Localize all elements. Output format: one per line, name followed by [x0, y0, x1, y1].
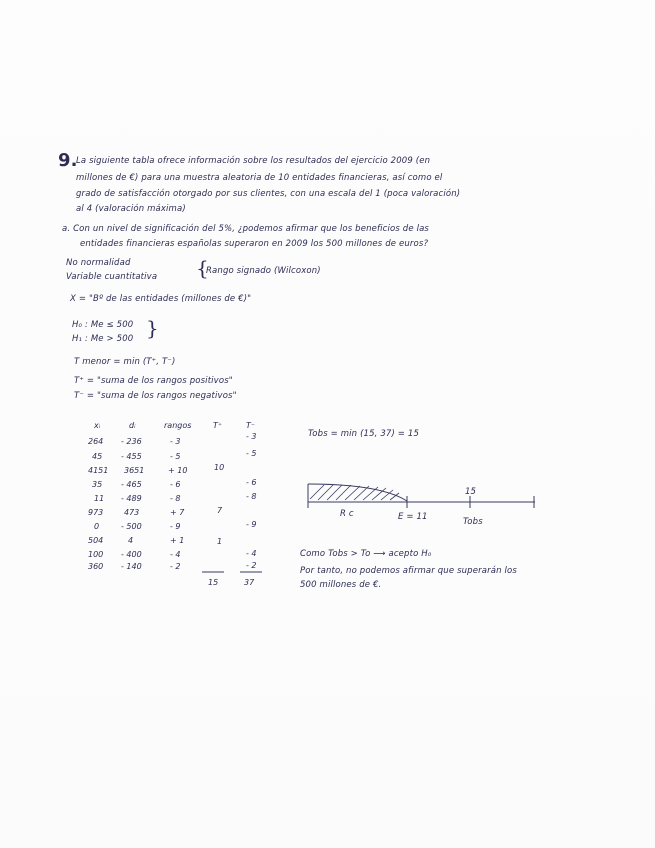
tobs-mark-label: Tobs	[463, 517, 483, 527]
cell-rank: - 6	[170, 480, 181, 489]
table-header-t-minus: T⁻	[246, 421, 256, 430]
h1-hypothesis: H₁ : Me > 500	[72, 334, 134, 344]
cell-d: 4	[128, 536, 134, 545]
t-menor-definition: T menor = min (T⁺, T⁻)	[74, 357, 176, 367]
cell-rank: - 9	[170, 522, 181, 531]
rejection-hatching	[310, 485, 399, 500]
cell-rank: + 7	[170, 508, 185, 517]
tobs-mark-value: 15	[465, 487, 477, 497]
hypothesis-brace: }	[146, 316, 159, 340]
statement-line-4: al 4 (valoración máxima)	[76, 204, 186, 214]
cell-rank: + 1	[170, 536, 185, 545]
cell-x: 100	[88, 550, 104, 559]
critical-value-label: E = 11	[398, 512, 428, 522]
cell-x: 0	[94, 522, 100, 531]
table-header-x: xᵢ	[94, 421, 101, 430]
cell-t-minus: - 6	[246, 478, 257, 487]
question-line-2: entidades financieras españolas superaron en 2009 los 500 millones de euros?	[80, 239, 429, 249]
cell-t-plus: 10	[214, 463, 225, 472]
cell-d: - 500	[121, 522, 142, 531]
cell-x: 4151	[88, 466, 109, 475]
table-header-t-plus: T⁺	[213, 421, 223, 430]
cell-d: - 465	[121, 480, 142, 489]
statement-line-3: grado de satisfacción otorgado por sus clientes, con una escala del 1 (poca valoración)	[76, 189, 461, 199]
cell-t-minus: - 9	[246, 520, 257, 529]
cell-rank: - 2	[170, 562, 181, 571]
cell-d: 3651	[124, 466, 145, 475]
cell-x: 11	[94, 494, 105, 503]
t-obs-calculation: Tobs = min (15, 37) = 15	[308, 429, 420, 439]
t-plus-definition: T⁺ = "suma de los rangos positivos"	[74, 376, 233, 386]
cell-d: - 140	[121, 562, 142, 571]
decision-statement: Como Tobs > To ⟶ acepto H₀	[300, 549, 432, 559]
test-brace: {	[196, 256, 209, 280]
cell-d: 473	[124, 508, 140, 517]
total-t-minus: 37	[244, 578, 255, 587]
statement-line-1: La siguiente tabla ofrece información sobre los resultados del ejercicio 2009 (en	[76, 156, 431, 166]
cell-x: 45	[92, 452, 103, 461]
cell-t-plus: 7	[217, 506, 223, 515]
conclusion-line-2: 500 millones de €.	[300, 580, 382, 590]
cell-d: - 455	[121, 452, 142, 461]
table-header-d: dᵢ	[129, 421, 136, 430]
cell-rank: - 4	[170, 550, 181, 559]
h0-hypothesis: H₀ : Me ≤ 500	[72, 320, 134, 330]
cell-d: - 236	[121, 437, 142, 446]
variable-type-note: Variable cuantitativa	[66, 272, 158, 282]
problem-number: 9.	[58, 150, 78, 171]
rejection-region-label: R c	[340, 509, 354, 519]
cell-rank: - 8	[170, 494, 181, 503]
test-name-note: Rango signado (Wilcoxon)	[206, 266, 321, 276]
cell-x: 360	[88, 562, 104, 571]
no-normality-note: No normalidad	[66, 258, 131, 268]
cell-x: 973	[88, 508, 104, 517]
x-definition: X = "Bº de las entidades (millones de €)"	[70, 294, 252, 304]
cell-x: 35	[92, 480, 103, 489]
cell-x: 264	[88, 437, 104, 446]
cell-x: 504	[88, 536, 104, 545]
cell-rank: - 3	[170, 437, 181, 446]
total-t-plus: 15	[208, 578, 219, 587]
t-minus-definition: T⁻ = "suma de los rangos negativos"	[74, 391, 237, 401]
table-header-rangos: rangos	[164, 421, 192, 430]
cell-d: - 489	[121, 494, 142, 503]
cell-t-minus: - 3	[246, 432, 257, 441]
cell-rank: + 10	[168, 466, 188, 475]
cell-t-minus: - 4	[246, 549, 257, 558]
conclusion-line-1: Por tanto, no podemos afirmar que superarán los	[300, 566, 517, 576]
cell-t-minus: - 5	[246, 449, 257, 458]
question-line-1: a. Con un nivel de significación del 5%, ¿podemos afirmar que los beneficios de las	[62, 224, 430, 234]
cell-rank: - 5	[170, 452, 181, 461]
cell-d: - 400	[121, 550, 142, 559]
cell-t-minus: - 8	[246, 492, 257, 501]
cell-t-plus: 1	[217, 537, 223, 546]
statement-line-2: millones de €) para una muestra aleatoria de 10 entidades financieras, así como el	[76, 173, 443, 183]
cell-t-minus: - 2	[246, 561, 257, 570]
